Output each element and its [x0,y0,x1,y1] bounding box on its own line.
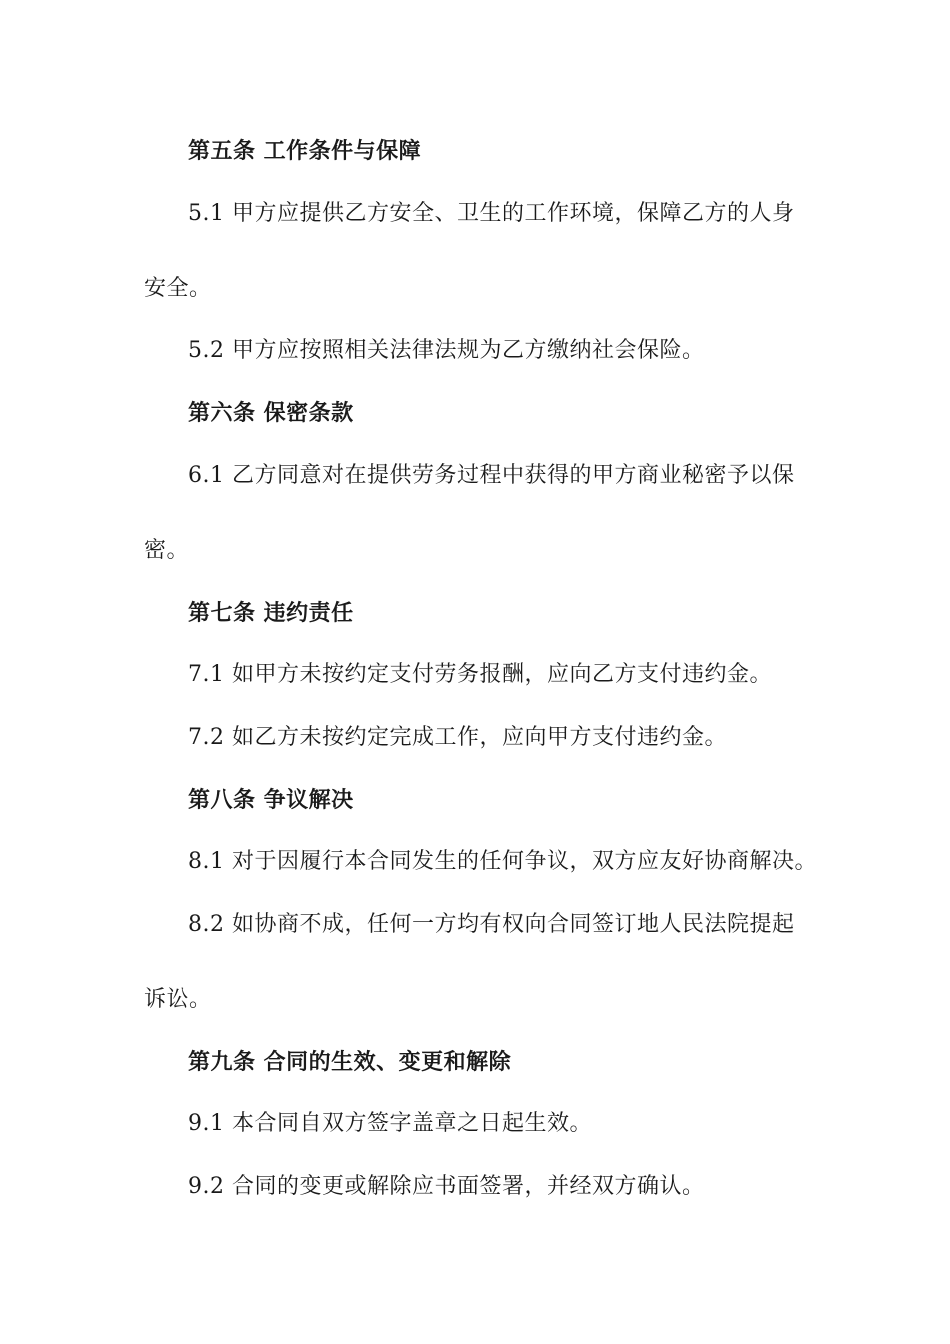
clause-8-1: 8.1 对于因履行本合同发生的任何争议，双方应友好协商解决。 [188,849,817,874]
section-8-heading: 第八条 争议解决 [188,787,354,813]
clause-9-1: 9.1 本合同自双方签字盖章之日起生效。 [188,1111,592,1136]
clause-6-1-continuation: 密。 [144,538,190,563]
section-5-heading: 第五条 工作条件与保障 [188,138,422,164]
clause-7-2: 7.2 如乙方未按约定完成工作，应向甲方支付违约金。 [188,725,727,750]
clause-7-1: 7.1 如甲方未按约定支付劳务报酬，应向乙方支付违约金。 [188,662,772,687]
clause-8-2-continuation: 诉讼。 [144,987,212,1012]
section-9-heading: 第九条 合同的生效、变更和解除 [188,1049,512,1075]
clause-9-2: 9.2 合同的变更或解除应书面签署，并经双方确认。 [188,1174,705,1199]
clause-5-1-continuation: 安全。 [144,276,212,301]
section-6-heading: 第六条 保密条款 [188,400,354,426]
clause-6-1: 6.1 乙方同意对在提供劳务过程中获得的甲方商业秘密予以保 [188,463,795,488]
section-7-heading: 第七条 违约责任 [188,600,354,626]
clause-5-2: 5.2 甲方应按照相关法律法规为乙方缴纳社会保险。 [188,338,705,363]
clause-5-1: 5.1 甲方应提供乙方安全、卫生的工作环境，保障乙方的人身 [188,201,795,226]
clause-8-2: 8.2 如协商不成，任何一方均有权向合同签订地人民法院提起 [188,912,795,937]
